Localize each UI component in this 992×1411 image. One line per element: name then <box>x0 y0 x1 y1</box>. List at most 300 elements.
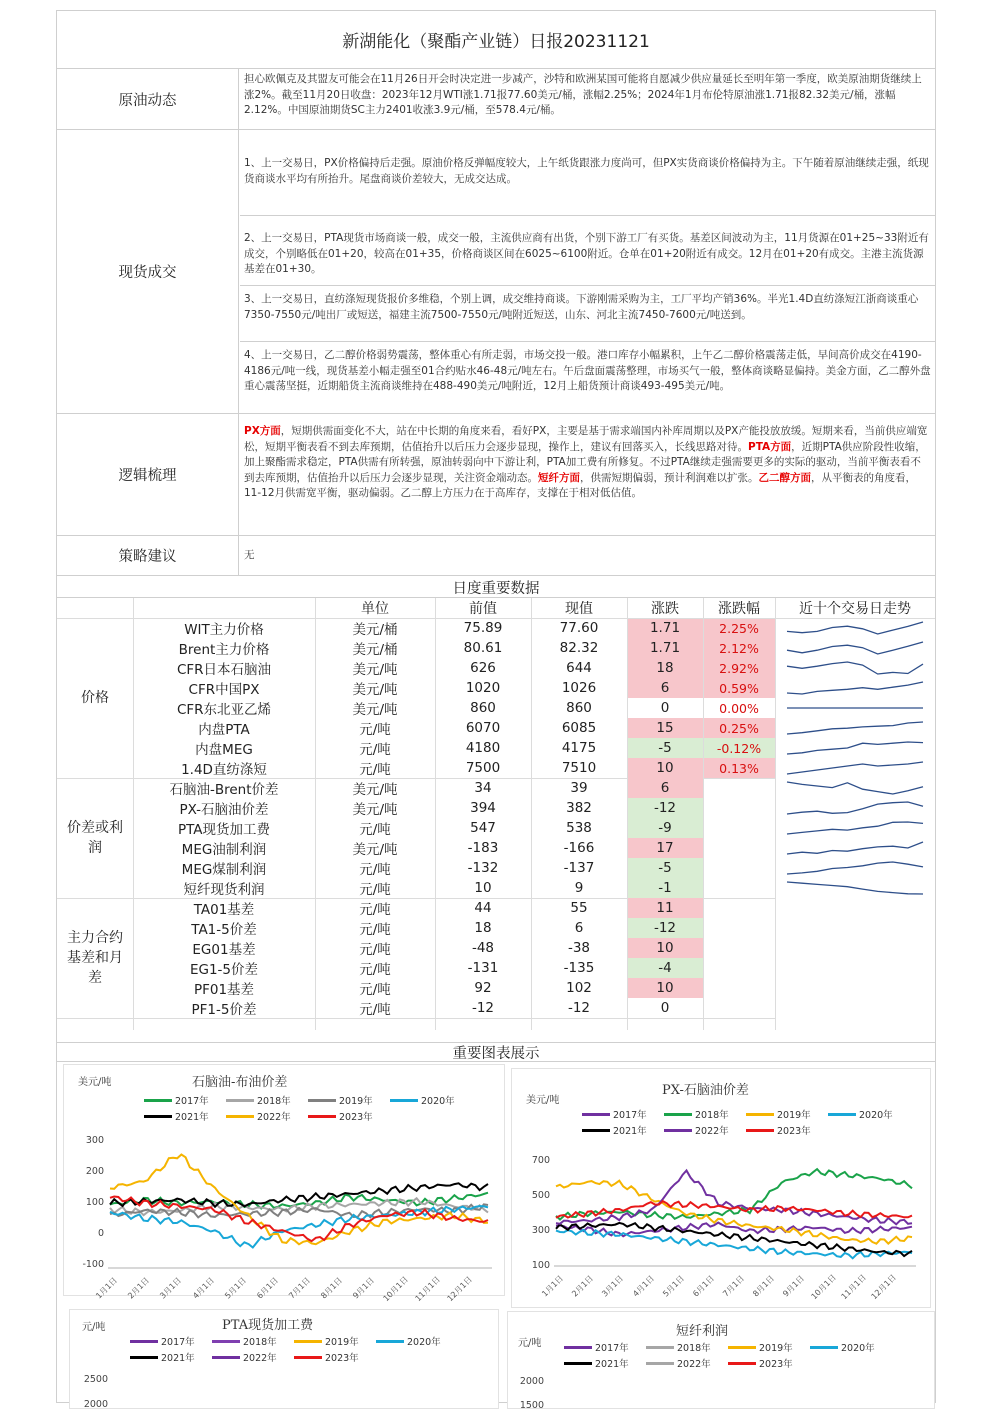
x-tick-label: 1月1日 <box>540 1273 566 1299</box>
cell-name: 石脑油-Brent价差 <box>169 782 279 798</box>
legend-entry <box>390 1093 455 1107</box>
cell-unit: 元/吨 <box>359 722 391 738</box>
cell-chg: -1 <box>627 878 703 898</box>
cell-chg: 1.71 <box>627 618 703 638</box>
section-label: 现货成交 <box>57 130 239 413</box>
cell-chg: 10 <box>627 758 703 778</box>
cell-pct: -0.12% <box>703 738 775 758</box>
table-header: 涨跌 <box>651 601 679 617</box>
legend-entry <box>646 1356 711 1370</box>
cell-chg: 10 <box>627 938 703 958</box>
y-tick-label: 2000 <box>83 1399 108 1410</box>
legend-swatch <box>144 1115 172 1118</box>
cell-cur: 77.60 <box>559 620 599 636</box>
cell-pct: 0.59% <box>703 678 775 698</box>
trend-line <box>787 822 923 834</box>
legend-swatch <box>212 1356 240 1359</box>
legend-label: 2023年 <box>325 1353 359 1364</box>
legend-swatch <box>130 1340 158 1343</box>
x-tick-label: 10月1日 <box>381 1274 410 1304</box>
pta-text: ，近期PTA供应阶段性收缩，加上聚酯需求稳定，PTA供需有所转强，原油转弱向中下游让利，PTA加工费有所修复。不过PTA继续走强需要更多的实际的驱动，当前平衡表看不到去库预期，估值抬升以后压力会逐步显现，关注资金端动态。 <box>244 440 926 484</box>
trend-line <box>787 782 923 794</box>
cell-name: WIT主力价格 <box>184 622 264 638</box>
legend-label: 2017年 <box>175 1096 209 1107</box>
chart-title: 石脑油-布油价差 <box>192 1075 288 1090</box>
cell-name: EG1-5价差 <box>189 962 259 978</box>
table-header: 现值 <box>565 601 593 617</box>
legend-entry <box>746 1107 811 1121</box>
legend-entry <box>308 1093 373 1107</box>
legend-swatch <box>226 1115 254 1118</box>
legend-swatch <box>728 1346 756 1349</box>
cell-prev: 6070 <box>465 720 501 736</box>
legend-label: 2022年 <box>695 1126 729 1137</box>
x-tick-label: 3月1日 <box>600 1273 626 1299</box>
trend-line <box>787 842 923 854</box>
cell-name: PF01基差 <box>193 982 255 998</box>
legend-label: 2023年 <box>339 1112 373 1123</box>
section-label: 策略建议 <box>57 536 239 575</box>
section-crude <box>57 69 935 130</box>
chart-naphtha-brent <box>63 1064 505 1304</box>
x-tick-label: 8月1日 <box>751 1273 777 1299</box>
column-divider <box>315 598 316 1030</box>
legend-entry <box>144 1109 209 1123</box>
cell-chg: -9 <box>627 818 703 838</box>
column-divider <box>775 598 776 1030</box>
cell-prev: 860 <box>470 700 496 716</box>
cell-cur: 82.32 <box>559 640 599 656</box>
cell-chg: -5 <box>627 858 703 878</box>
legend-entry <box>746 1123 811 1137</box>
cell-unit: 美元/桶 <box>352 642 398 658</box>
series-line <box>110 1155 488 1245</box>
y-tick-label: 300 <box>85 1135 104 1146</box>
cell-prev: 92 <box>474 980 492 996</box>
legend-label: 2023年 <box>759 1359 793 1370</box>
cell-name: TA1-5价差 <box>191 922 257 938</box>
legend-swatch <box>664 1113 692 1116</box>
cell-pct: 2.92% <box>703 658 775 678</box>
trend-sparkline <box>785 639 925 657</box>
legend-swatch <box>226 1099 254 1102</box>
x-tick-label: 4月1日 <box>630 1273 656 1299</box>
cell-prev: 10 <box>474 880 492 896</box>
x-tick-label: 6月1日 <box>255 1275 280 1301</box>
legend-entry <box>376 1334 441 1348</box>
spot-item-pta: 2、上一交易日，PTA现货市场商谈一般，成交一般，主流供应商有出货，个别下游工厂有买货。基差区间波动为主，11月货源在01+25~33附近有成交，个别略低在01+20，较高在01+35，价格商谈区间在6025~6100附近。仓单在01+20附近有成交。12月在01+20有成交。主港主流货源基差在01+30。 <box>240 216 935 286</box>
legend-label: 2019年 <box>339 1096 373 1107</box>
trend-line <box>787 802 923 814</box>
cell-cur: 644 <box>566 660 592 676</box>
eg-tag: 乙二醇方面 <box>758 471 811 484</box>
trend-sparkline <box>785 699 925 717</box>
legend-label: 2020年 <box>407 1337 441 1348</box>
section-strategy <box>57 536 935 576</box>
cell-prev: 626 <box>470 660 496 676</box>
legend-swatch <box>828 1113 856 1116</box>
trend-line <box>787 762 923 774</box>
cell-name: TA01基差 <box>193 902 255 918</box>
legend-entry <box>294 1350 359 1364</box>
legend-label: 2019年 <box>759 1343 793 1354</box>
y-tick-label: 500 <box>531 1190 550 1201</box>
x-tick-label: 5月1日 <box>222 1275 248 1301</box>
cell-unit: 元/吨 <box>359 862 391 878</box>
y-tick-label: 2000 <box>519 1376 544 1387</box>
x-tick-label: 12月1日 <box>869 1272 898 1302</box>
cell-cur: 860 <box>566 700 592 716</box>
legend-swatch <box>746 1129 774 1132</box>
cell-cur: -137 <box>563 860 595 876</box>
cell-prev: 80.61 <box>463 640 503 656</box>
legend-label: 2021年 <box>595 1359 629 1370</box>
x-tick-label: 11月1日 <box>413 1274 442 1304</box>
cell-pct: 0.25% <box>703 718 775 738</box>
legend-label: 2018年 <box>677 1343 711 1354</box>
trend-line <box>787 662 923 674</box>
cell-chg: 1.71 <box>627 638 703 658</box>
legend-label: 2017年 <box>595 1343 629 1354</box>
x-tick-label: 5月1日 <box>660 1273 686 1299</box>
chart-plot <box>108 1129 492 1269</box>
cell-unit: 元/吨 <box>359 742 391 758</box>
cell-cur: 9 <box>574 880 584 896</box>
cell-prev: 7500 <box>465 760 501 776</box>
cell-unit: 美元/吨 <box>352 702 398 718</box>
cell-name: PF1-5价差 <box>191 1002 257 1018</box>
cell-cur: -12 <box>567 1000 591 1016</box>
legend-swatch <box>582 1113 610 1116</box>
trend-sparkline <box>785 659 925 677</box>
trend-sparkline <box>785 759 925 777</box>
section-spot <box>57 130 935 414</box>
trend-sparkline <box>785 719 925 737</box>
legend-label: 2021年 <box>161 1353 195 1364</box>
y-tick-label: 100 <box>531 1260 550 1271</box>
trend-sparkline <box>785 799 925 817</box>
trend-line <box>787 682 923 694</box>
cell-cur: -166 <box>563 840 595 856</box>
cell-name: 内盘PTA <box>198 722 250 738</box>
charts-band: 重要图表展示 <box>57 1042 935 1062</box>
legend-label: 2020年 <box>859 1110 893 1121</box>
legend-entry <box>212 1334 277 1348</box>
legend-swatch <box>144 1099 172 1102</box>
cell-unit: 元/吨 <box>359 962 391 978</box>
cell-unit: 美元/吨 <box>352 682 398 698</box>
daily-data-band: 日度重要数据 <box>57 578 935 598</box>
crude-text: 担心欧佩克及其盟友可能会在11月26日开会时决定进一步减产，沙特和欧洲某国可能将自愿减少供应量延长至明年第一季度，欧美原油期货继续上涨2%。截至11月20日收盘：2023年12月WTI涨1.71报77.60美元/桶，涨幅2.25%；2024年1月布伦特原油涨1.71报82.32美元/桶，涨幅2.12%。中国原油期货SC主力2401收涨3.9元/桶，至578.4元/桶。 <box>244 73 922 116</box>
legend-label: 2020年 <box>841 1343 875 1354</box>
table-header: 近十个交易日走势 <box>799 601 911 617</box>
legend-swatch <box>746 1113 774 1116</box>
legend-swatch <box>564 1346 592 1349</box>
cell-cur: 102 <box>566 980 592 996</box>
legend-label: 2020年 <box>421 1096 455 1107</box>
cell-cur: 7510 <box>561 760 597 776</box>
legend-label: 2018年 <box>695 1110 729 1121</box>
y-tick-label: 100 <box>85 1197 104 1208</box>
legend-entry <box>728 1356 793 1370</box>
cell-name: Brent主力价格 <box>178 642 270 658</box>
x-tick-label: 9月1日 <box>781 1273 807 1299</box>
pf-tag: 短纤方面 <box>538 471 580 484</box>
cell-chg: -12 <box>627 798 703 818</box>
legend-label: 2023年 <box>777 1126 811 1137</box>
legend-entry <box>226 1109 291 1123</box>
legend-label: 2021年 <box>175 1112 209 1123</box>
legend-swatch <box>130 1356 158 1359</box>
column-divider <box>531 598 532 1030</box>
cell-chg: 6 <box>627 678 703 698</box>
cell-cur: 6 <box>574 920 584 936</box>
cell-unit: 元/吨 <box>359 942 391 958</box>
legend-label: 2021年 <box>613 1126 647 1137</box>
y-tick-label: 700 <box>531 1155 550 1166</box>
strategy-text: 无 <box>244 548 255 561</box>
legend-label: 2022年 <box>677 1359 711 1370</box>
cell-name: EG01基差 <box>192 942 256 958</box>
y-tick-label: 0 <box>97 1228 104 1239</box>
chart-pta-margin <box>69 1309 499 1409</box>
table-header: 单位 <box>361 601 389 617</box>
cell-unit: 美元/吨 <box>352 802 398 818</box>
trend-sparkline <box>785 819 925 837</box>
legend-swatch <box>646 1346 674 1349</box>
cell-unit: 美元/桶 <box>352 622 398 638</box>
column-divider <box>627 598 628 1030</box>
cell-unit: 元/吨 <box>359 822 391 838</box>
eg-text: ，从平衡表的角度看，11-12月供需宽平衡，驱动偏弱。乙二醇上方压力在于高库存，支撑在于相对低估值。 <box>244 471 916 499</box>
legend-entry <box>664 1123 729 1137</box>
cell-pct: 0.00% <box>719 700 759 716</box>
cell-unit: 元/吨 <box>359 982 391 998</box>
cell-prev: -132 <box>467 860 499 876</box>
cell-chg: 17 <box>627 838 703 858</box>
y-tick-label: 300 <box>531 1225 550 1236</box>
column-divider <box>703 598 704 1030</box>
group-label: 价格 <box>81 690 109 706</box>
cell-name: 1.4D直纺涤短 <box>181 762 267 778</box>
cell-cur: -135 <box>563 960 595 976</box>
cell-name: 内盘MEG <box>195 742 253 758</box>
trend-line <box>787 862 923 874</box>
cell-chg: 11 <box>627 898 703 918</box>
legend-swatch <box>646 1362 674 1365</box>
cell-cur: 1026 <box>561 680 597 696</box>
series-line <box>556 1201 912 1218</box>
trend-line <box>787 722 923 734</box>
cell-unit: 元/吨 <box>359 922 391 938</box>
chart-plot <box>112 1364 492 1410</box>
cell-name: CFR日本石脑油 <box>176 662 272 678</box>
x-tick-label: 4月1日 <box>190 1275 216 1301</box>
legend-entry <box>582 1107 647 1121</box>
legend-entry <box>308 1109 373 1123</box>
px-text: ，短期供需面变化不大，站在中长期的角度来看，看好PX，主要是基于需求端国内补库周期以及PX产能投放放缓。短期来看，当前供应端宽松，短期平衡表看不到去库预期，估值抬升以后压力会逐步显现，操作上，建议有回落买入，长线思路对待。 <box>244 425 928 453</box>
legend-label: 2018年 <box>257 1096 291 1107</box>
group-label: 价差或利润 <box>67 820 123 856</box>
x-tick-label: 2月1日 <box>570 1273 596 1299</box>
legend-label: 2022年 <box>243 1353 277 1364</box>
logic-text <box>240 414 935 535</box>
legend-swatch <box>728 1362 756 1365</box>
legend-entry <box>226 1093 291 1107</box>
trend-sparkline <box>785 619 925 637</box>
cell-chg: 18 <box>627 658 703 678</box>
cell-prev: 18 <box>474 920 492 936</box>
group-divider <box>57 1018 775 1019</box>
legend-swatch <box>810 1346 838 1349</box>
chart-px-naphtha <box>511 1068 931 1308</box>
cell-prev: 394 <box>470 800 496 816</box>
trend-sparkline <box>785 779 925 797</box>
cell-unit: 元/吨 <box>359 902 391 918</box>
spot-item-pf: 3、上一交易日，直纺涤短现货报价多维稳，个别上调，成交维持商谈。下游刚需采购为主，工厂平均产销36%。半光1.4D直纺涤短江浙商谈重心7350-7550元/吨出厂或短送，福建主流7500-7550元/吨附近短送，山东、河北主流7450-7600元/吨送到。 <box>240 286 935 342</box>
header-divider <box>57 618 935 619</box>
trend-sparkline <box>785 859 925 877</box>
cell-pct: 2.25% <box>703 618 775 638</box>
legend-swatch <box>308 1099 336 1102</box>
cell-prev: 44 <box>474 900 492 916</box>
cell-unit: 美元/吨 <box>352 782 398 798</box>
cell-chg: -12 <box>627 918 703 938</box>
legend-entry <box>664 1107 729 1121</box>
chart-unit: 元/吨 <box>82 1322 106 1333</box>
chart-unit: 元/吨 <box>518 1338 542 1349</box>
trend-sparkline <box>785 839 925 857</box>
report-sheet <box>56 10 936 1411</box>
legend-label: 2019年 <box>325 1337 359 1348</box>
cell-prev: -12 <box>471 1000 495 1016</box>
cell-pct: 0.13% <box>703 758 775 778</box>
cell-unit: 元/吨 <box>359 762 391 778</box>
cell-cur: 6085 <box>561 720 597 736</box>
cell-name: CFR中国PX <box>188 682 260 698</box>
cell-name: CFR东北亚乙烯 <box>176 702 272 718</box>
legend-entry <box>564 1340 629 1354</box>
section-label: 原油动态 <box>57 69 239 129</box>
chart-unit: 美元/吨 <box>526 1095 560 1106</box>
cell-chg: 0 <box>660 1000 670 1016</box>
cell-unit: 元/吨 <box>359 882 391 898</box>
legend-entry <box>828 1107 893 1121</box>
trend-sparkline <box>785 679 925 697</box>
cell-chg: 6 <box>627 778 703 798</box>
legend-swatch <box>564 1362 592 1365</box>
trend-line <box>787 882 923 894</box>
y-tick-label: 2500 <box>83 1374 108 1385</box>
legend-swatch <box>308 1115 336 1118</box>
legend-swatch <box>294 1356 322 1359</box>
legend-swatch <box>212 1340 240 1343</box>
x-tick-label: 9月1日 <box>351 1275 377 1301</box>
spot-item-meg: 4、上一交易日，乙二醇价格弱势震荡，整体重心有所走弱，市场交投一般。港口库存小幅累积，上午乙二醇价格震荡走低，早间高价成交在4190-4186元/吨一线，现货基差小幅走强至01合约贴水46-48元/吨左右。午后盘面震荡整理，市场买气一般，整体商谈略显偏持。美金方面，乙二醇外盘重心震荡坚挺，近期船货主流商谈维持在488-490美元/吨附近，12月上船货预计商谈493-495美元/吨。 <box>244 349 931 392</box>
legend-entry <box>728 1340 793 1354</box>
chart-title: 短纤利润 <box>676 1324 729 1339</box>
x-tick-label: 12月1日 <box>445 1274 474 1304</box>
chart-plot <box>548 1370 928 1410</box>
pta-tag: PTA方面 <box>748 440 792 453</box>
table-header: 涨跌幅 <box>718 601 760 617</box>
trend-line <box>787 742 923 754</box>
y-tick-label: -100 <box>82 1259 104 1270</box>
x-tick-label: 11月1日 <box>839 1272 868 1302</box>
cell-prev: 34 <box>474 780 492 796</box>
table-header: 前值 <box>469 601 497 617</box>
legend-label: 2018年 <box>243 1337 277 1348</box>
cell-prev: 1020 <box>465 680 501 696</box>
chart-title: PX-石脑油价差 <box>662 1083 749 1098</box>
chart-unit: 美元/吨 <box>78 1077 112 1088</box>
cell-pct: 2.12% <box>703 638 775 658</box>
trend-line <box>787 642 923 654</box>
section-label: 逻辑梳理 <box>57 414 239 535</box>
legend-swatch <box>582 1129 610 1132</box>
cell-name: PX-石脑油价差 <box>179 802 269 818</box>
cell-chg: 10 <box>627 978 703 998</box>
chart-title: PTA现货加工费 <box>222 1318 314 1333</box>
trend-sparkline <box>785 739 925 757</box>
x-tick-label: 7月1日 <box>287 1275 313 1301</box>
legend-label: 2019年 <box>777 1110 811 1121</box>
cell-unit: 美元/吨 <box>352 842 398 858</box>
cell-prev: -131 <box>467 960 499 976</box>
x-tick-label: 10月1日 <box>809 1272 838 1302</box>
y-tick-label: 200 <box>85 1166 104 1177</box>
group-label: 主力合约基差和月差 <box>67 930 123 986</box>
cell-name: PTA现货加工费 <box>177 822 271 838</box>
report-title: 新湖能化（聚酯产业链）日报20231121 <box>57 11 935 69</box>
spot-item-px: 1、上一交易日，PX价格偏持后走强。原油价格反弹幅度较大，上午纸货跟涨力度尚可，但PX实货商谈价格偏持为主。下午随着原油继续走强，纸现货商谈水平均有所抬升。尾盘商谈价差较大，无成交达成。 <box>240 130 935 216</box>
x-tick-label: 1月1日 <box>94 1275 120 1301</box>
trend-sparkline <box>785 879 925 897</box>
cell-name: 短纤现货利润 <box>183 882 265 898</box>
cell-cur: 538 <box>566 820 592 836</box>
cell-prev: 75.89 <box>463 620 503 636</box>
cell-prev: 547 <box>470 820 496 836</box>
cell-chg: -4 <box>627 958 703 978</box>
x-tick-label: 6月1日 <box>691 1273 716 1299</box>
cell-unit: 美元/吨 <box>352 662 398 678</box>
column-divider <box>435 598 436 1030</box>
legend-entry <box>144 1093 209 1107</box>
legend-label: 2022年 <box>257 1112 291 1123</box>
section-logic <box>57 414 935 536</box>
legend-swatch <box>390 1099 418 1102</box>
legend-label: 2017年 <box>161 1337 195 1348</box>
cell-chg: -5 <box>627 738 703 758</box>
y-tick-label: 1500 <box>519 1400 544 1411</box>
pf-text: ，供需短期偏弱，预计利润难以扩张。 <box>580 471 759 484</box>
cell-chg: 15 <box>627 718 703 738</box>
cell-unit: 元/吨 <box>359 1002 391 1018</box>
chart-pf-profit <box>507 1311 935 1409</box>
cell-cur: 55 <box>570 900 588 916</box>
trend-line <box>787 622 923 634</box>
cell-cur: 382 <box>566 800 592 816</box>
legend-swatch <box>664 1129 692 1132</box>
legend-entry <box>564 1356 629 1370</box>
cell-name: MEG油制利润 <box>181 842 267 858</box>
x-tick-label: 2月1日 <box>126 1275 152 1301</box>
legend-entry <box>646 1340 711 1354</box>
legend-label: 2017年 <box>613 1110 647 1121</box>
cell-name: MEG煤制利润 <box>181 862 267 878</box>
legend-entry <box>212 1350 277 1364</box>
legend-swatch <box>294 1340 322 1343</box>
